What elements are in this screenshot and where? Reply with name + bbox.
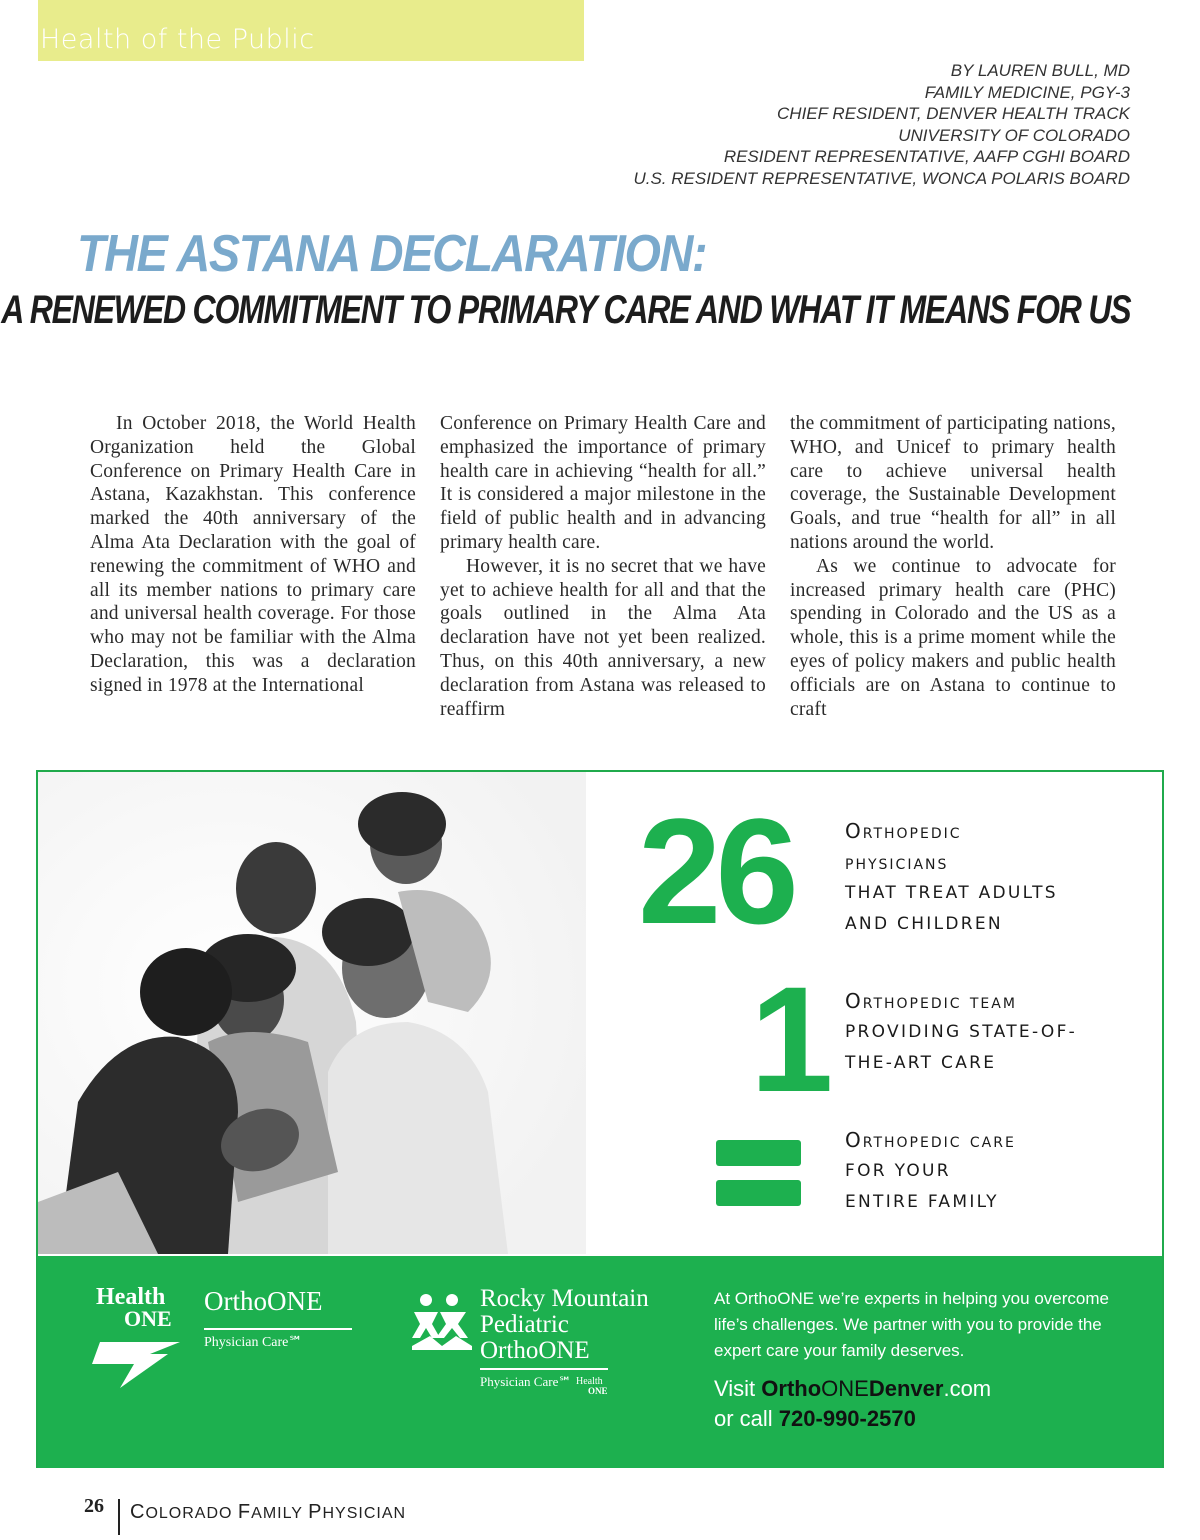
page-number: 26 [84,1495,104,1517]
visit-prefix: Visit [714,1376,762,1401]
pub-word: AMILY [251,1505,309,1522]
logo2-health-text: Health [576,1376,603,1387]
stat-text-team [845,986,1077,1079]
pub-word: HYSICIAN [322,1505,407,1522]
stat-number-26: 26 [638,787,793,955]
section-tab [38,0,584,61]
paragraph: However, it is no secret that we have yet to achieve health for all and that the goals outlined in the Alma Ata declaration have not yet been realized. Thus, on this 40th anniversary, a new declaration from Astana was released to reaffirm [440,555,766,720]
logo2-line3: OrthoONE [480,1337,590,1364]
stat-heading: Orthopedic care [845,1128,1016,1152]
article-column-1 [90,412,416,698]
logo2-one-text: ONE [588,1386,608,1396]
logo-health-text: Health [96,1284,166,1310]
website-part: Ortho [761,1376,822,1401]
stat-heading: Orthopedic [845,819,962,843]
byline-line: BY LAUREN BULL, MD [950,61,1130,80]
phone-number: 720-990-2570 [778,1406,916,1431]
pub-word: OLORADO [145,1505,238,1522]
footer-divider [118,1499,120,1535]
logo2-line2: Pediatric [480,1311,569,1338]
byline-line: U.S. RESIDENT REPRESENTATIVE, WONCA POLARIS BOARD [633,168,1130,188]
article-subtitle: A RENEWED COMMITMENT TO PRIMARY CARE AND WHAT IT MEANS FOR US [0,288,1130,332]
pub-letter: P [308,1501,323,1523]
article-column-3 [790,412,1116,721]
website-part: ONE [821,1376,869,1401]
ad-blurb: At OrthoONE we’re experts in helping you overcome life’s challenges. We partner with you to provide the expert care your family deserves. [714,1289,1109,1360]
call-prefix: or call [714,1406,779,1431]
stat-line: AND CHILDREN [845,914,1003,934]
stat-line: ENTIRE FAMILY [845,1192,999,1212]
stat-line: THAT TREAT ADULTS [845,883,1058,903]
ad-green-band [38,1256,1162,1468]
byline-line: RESIDENT REPRESENTATIVE, AAFP CGHI BOARD [723,147,1130,166]
healthone-orthoone-logo[interactable] [90,1284,360,1402]
paragraph: the commitment of participating nations, WHO, and Unicef to primary health care to achieve universal health coverage, the Sustainable Development Goals, and true “health for all” in all nations around the world. [790,413,1116,553]
logo-orthoone-name: OrthoONE [204,1286,323,1316]
byline-line: UNIVERSITY OF COLORADO [898,125,1130,145]
ad-contact [714,1374,991,1434]
stat-text-care [845,1125,1016,1218]
website-part: Denver [868,1376,944,1401]
logo2-subtitle: Physician Care℠ [480,1374,572,1389]
stat-line: THE-ART CARE [845,1053,997,1073]
section-label: Health of the Public [40,24,315,55]
equals-sign-top-bar [716,1140,801,1166]
rocky-mountain-pediatric-orthoone-logo[interactable] [412,1285,682,1432]
article-column-2 [440,412,766,721]
byline-line: FAMILY MEDICINE, PGY-3 [924,82,1130,102]
byline [633,60,1130,189]
publication-name [130,1501,406,1524]
pub-letter: F [237,1501,252,1523]
logo-one-text: ONE [124,1306,172,1331]
paragraph: Conference on Primary Health Care and emphasized the importance of primary health care in achieving “health for all.” It is considered a major milestone in the field of public health and in advancing primary health care. [440,413,766,553]
logo-divider [204,1328,352,1330]
logo-subtitle: Physician Care℠ [204,1335,303,1350]
website-line[interactable] [714,1374,991,1404]
stat-line: FOR YOUR [845,1161,951,1181]
equals-sign-bottom-bar [716,1180,801,1206]
family-photo [38,772,586,1254]
byline-line: CHIEF RESIDENT, DENVER HEALTH TRACK [777,104,1130,123]
website-suffix: .com [943,1376,992,1401]
phone-line[interactable] [714,1404,991,1434]
orthoone-advertisement[interactable] [36,770,1164,1468]
stat-text-physicians [845,816,1058,940]
pub-letter: C [130,1501,146,1523]
stat-line: PROVIDING STATE-OF- [845,1022,1078,1042]
kids-figures-icon [412,1292,472,1352]
paragraph: As we continue to advocate for increased primary health care (PHC) spending in Colorado and the US as a whole, this is a prime moment while the eyes of policy makers and public health officials are on Astana to continue to craft [790,555,1116,720]
stat-heading: physicians [845,850,949,874]
logo2-line1: Rocky Mountain [480,1285,649,1312]
article-title: THE ASTANA DECLARATION: [77,225,707,283]
stat-number-1: 1 [750,955,828,1123]
logo2-divider [480,1368,608,1370]
stat-heading: Orthopedic team [845,989,1017,1013]
paragraph: In October 2018, the World Health Organization held the Global Conference on Primary Health Care in Astana, Kazakhstan. This conference marked the 40th anniversary of the Alma Ata Declaration with the goal of renewing the commitment of WHO and all its member nations to primary care and universal health coverage. For those who may not be familiar with the Alma Declaration, this was a declaration signed in 1978 at the International [90,413,416,696]
